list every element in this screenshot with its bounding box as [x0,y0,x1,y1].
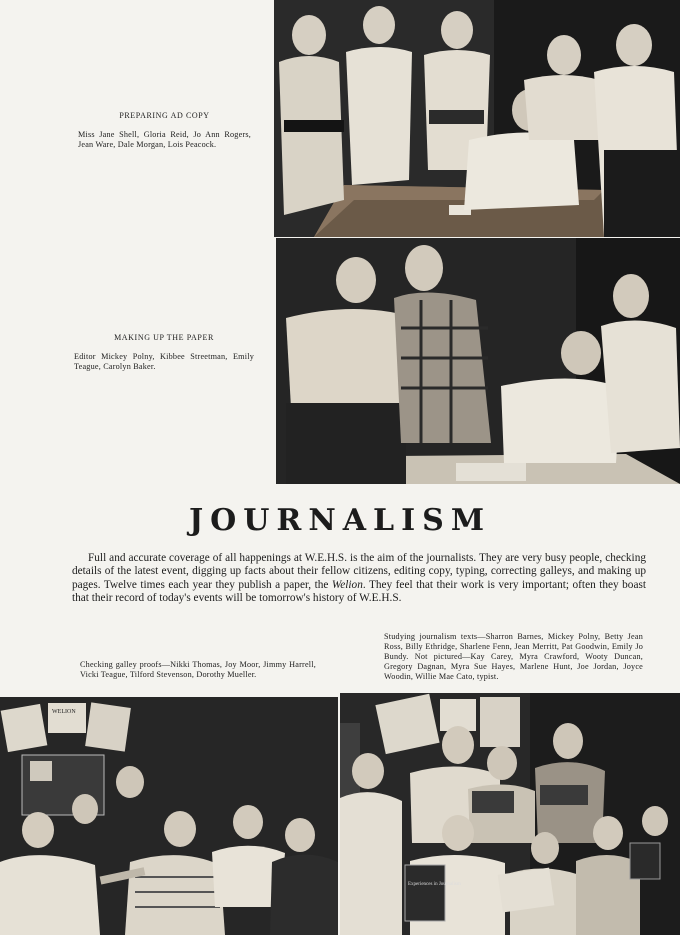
photo-making-up-paper [276,238,680,484]
intro-paragraph [72,552,646,606]
caption-journalism-texts [384,632,643,682]
caption-title: PREPARING AD COPY [119,111,210,120]
newspaper-masthead: WELION [52,709,76,715]
intro-text-part1: Full and accurate coverage of all happenings at W.E.H.S. is the aim of the journalists. They are very busy people, checking details of the latest event, digging up facts about their fellow citizens, editing copy, typing, correcting galleys, and making up pages. Twelve times each year they publish a paper, the [72,552,646,591]
caption-body: Editor Mickey Polny, Kibbee Streetman, Emily Teague, Carolyn Baker. [74,352,254,371]
caption-title: MAKING UP THE PAPER [114,333,214,342]
photo-preparing-ad-copy [274,0,680,237]
paper-name: Welion [331,578,363,591]
caption-body: Checking galley proofs—Nikki Thomas, Joy Moor, Jimmy Harrell, Vicki Teague, Tilford Stevenson, Dorothy Mueller. [80,660,316,679]
photo-checking-galley-proofs [0,697,338,935]
caption-galley-proofs [80,660,316,680]
page-heading: JOURNALISM [188,503,492,538]
caption-body: Miss Jane Shell, Gloria Reid, Jo Ann Rogers, Jean Ware, Dale Morgan, Lois Peacock. [78,130,251,149]
caption-preparing-ad-copy [78,111,251,150]
book-cover-title: Experiences in Journalism [408,882,461,887]
photo-studying-journalism-texts [340,693,680,935]
intro-text-part2: . They feel that their work is very important; often they boast that their record of today's events will be tomorrow's history of W.E.H.S. [72,578,646,605]
caption-body: Studying journalism texts—Sharron Barnes, Mickey Polny, Betty Jean Ross, Billy Ethridge, Sharlene Fenn, Jean Merritt, Pat Goodwin, Emily Jo Bundy. Not pictured—Kay Carey, Myra Crawford, Wooty Duncan, Gregory Dagnan, Myra Sue Hayes, Marlene Hunt, Joe Jordan, Joyce Woodin, Willie Mae Cato, typist. [384,632,643,681]
caption-making-up-paper [74,333,254,372]
